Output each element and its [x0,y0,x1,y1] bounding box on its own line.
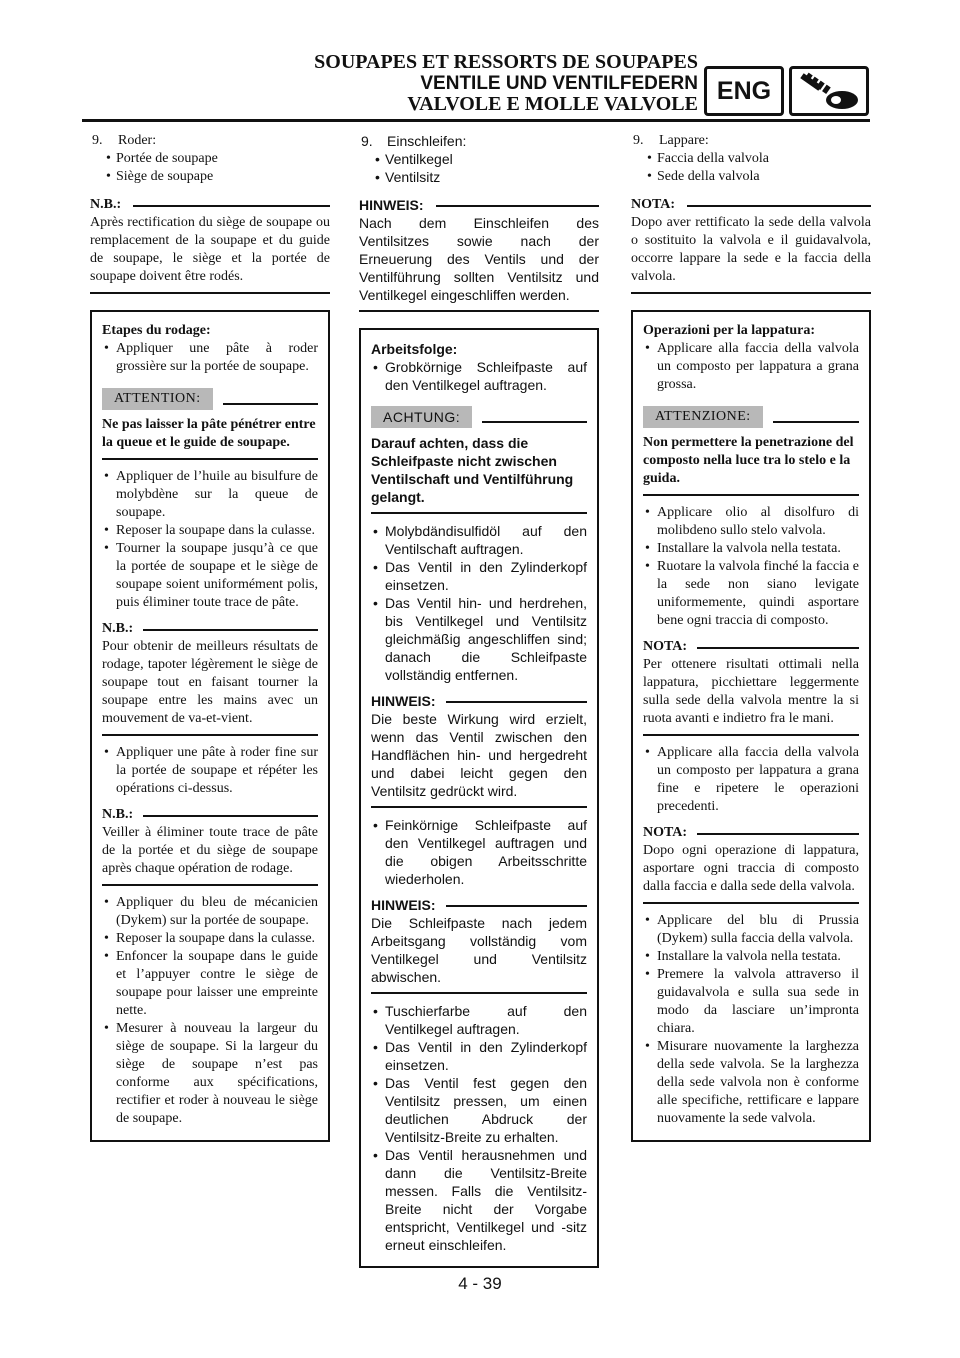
list-item: • Ventilkegel [359,150,599,168]
step-title: Einschleifen: [387,133,467,149]
note-label: NOTA: [643,638,859,656]
note-label: HINWEIS: [371,896,587,914]
list-item: • Grobkörnige Schleifpaste auf den Ventilkegel auftragen. [371,358,587,394]
note-text: Dopo ogni operazione di lappatura, asportare ogni traccia di composto dalla faccia e dalla sede della valvola. [643,843,859,894]
list-item: • Applicare del blu di Prussia (Dykem) sulla faccia della valvola. [643,912,859,948]
divider [643,494,859,496]
list-item: • Appliquer une pâte à roder grossière sur la portée de soupape. [102,340,318,376]
note-text: Après rectification du siège de soupape ou remplacement de la soupape et du guide de soupape, le siège et la portée de soupape doivent être rodés. [90,215,330,284]
divider [643,734,859,736]
warning-text: Non permettere la penetrazione del composto nella luce tra lo stelo e la guida. [643,435,854,486]
note-text: Die beste Wirkung wird erzielt, wenn das Ventil zwischen den Handflächen hin- und hergedreht und dabei leicht gegen den Ventilsitz gedrückt wird. [371,711,587,799]
list-item: • Reposer la soupape dans la culasse. [102,522,318,540]
note-label: HINWEIS: [371,692,587,710]
list-item: • Appliquer de l’huile au bisulfure de molybdène sur la queue de soupape. [102,468,318,522]
warning-label: ATTENZIONE: [643,406,859,428]
title-it: VALVOLE E MOLLE VALVOLE [407,93,698,115]
warning-text: Darauf achten, dass die Schleifpaste nicht zwischen Ventilschaft und Ventilführung gelangt. [371,435,574,505]
note-text: Die Schleifpaste nach jedem Arbeitsgang vollständig vom Ventilkegel und Ventilsitz abwischen. [371,915,587,985]
list-item: • Feinkörnige Schleifpaste auf den Ventilkegel auftragen und die obigen Arbeitsschritte wiederholen. [371,816,587,888]
note-text: Per ottenere risultati ottimali nella lappatura, picchiettare leggermente sulla sede della valvola mentre la si ruota avanti e indietro fra le mani. [643,657,859,726]
warning-label: ATTENTION: [102,388,318,410]
list-item: • Enfoncer la soupape dans le guide et l’appuyer contre le siège de soupape pour laisser une empreinte nette. [102,948,318,1020]
note-label: HINWEIS: [359,196,599,214]
column-french [90,132,330,1142]
step-number: 9. [361,133,373,149]
list-item: • Das Ventil in den Zylinderkopf einsetzen. [371,1038,587,1074]
warning-label: ACHTUNG: [371,406,587,428]
list-item: • Mesurer à nouveau la largeur du siège de soupape. Si la largeur du siège de soupape n’est pas conforme aux spécifications, rectifier et roder à nouveau le siège de soupape. [102,1020,318,1128]
list-item: • Reposer la soupape dans la culasse. [102,930,318,948]
list-item: • Applicare alla faccia della valvola un composto per lappatura a grana grossa. [643,340,859,394]
step-title: Roder: [118,133,157,148]
divider [371,992,587,994]
note-label: N.B.: [90,196,330,214]
list-item: • Sede della valvola [631,168,871,186]
list-item: • Tourner la soupape jusqu’à ce que la portée de soupape et le siège de soupape soient uniformément polis, puis éliminer toute trace de pâte. [102,540,318,612]
step-9 [631,132,871,150]
list-item: • Applicare olio al disolfuro di molibdeno sullo stelo valvola. [643,504,859,540]
divider [631,292,871,294]
list-item: • Ruotare la valvola finché la faccia e la sede non siano levigate uniformemente, quindi asportare bene ogni traccia di composto. [643,558,859,630]
list-item: • Ventilsitz [359,168,599,186]
list-item: • Das Ventil hin- und herdrehen, bis Ventilkegel und Ventilsitz gleichmäßig angeschliffen sind; danach die Schleifpaste vollständig entfernen. [371,594,587,684]
eng-badge: ENG [704,66,784,116]
step-9 [359,132,599,150]
procedure-title: Arbeitsfolge: [371,341,458,357]
list-item: • Installare la valvola nella testata. [643,540,859,558]
note-label: NOTA: [643,824,859,842]
divider [102,734,318,736]
divider [90,292,330,294]
divider [102,458,318,460]
list-item: • Das Ventil fest gegen den Ventilsitz pressen, um einen deutlichen Abdruck der Ventilsitz-Breite zu erhalten. [371,1074,587,1146]
step-number: 9. [633,133,644,148]
step-number: 9. [92,133,103,148]
title-fr: SOUPAPES ET RESSORTS DE SOUPAPES [314,51,698,73]
column-german [359,132,599,1268]
divider [643,902,859,904]
note-label: N.B.: [102,806,318,824]
procedure-box [90,310,330,1142]
list-item: • Installare la valvola nella testata. [643,948,859,966]
note-label: NOTA: [631,196,871,214]
note-label: N.B.: [102,620,318,638]
note-text: Veiller à éliminer toute trace de pâte de la portée et du siège de soupape après chaque opération de rodage. [102,825,318,876]
procedure-title: Etapes du rodage: [102,323,211,338]
note-text: Dopo aver rettificato la sede della valvola o sostituito la valvola e il guidavalvola, occorre lappare la sede e la faccia della valvola. [631,215,871,284]
column-italian [631,132,871,1142]
divider [359,310,599,312]
list-item: • Das Ventil herausnehmen und dann die Ventilsitz-Breite messen. Falls die Ventilsitz-Breite nicht der Vorgabe entspricht, Ventilkegel und -sitz erneut einschleifen. [371,1146,587,1254]
list-item: • Applicare alla faccia della valvola un composto per lappatura a grana fine e ripetere le operazioni precedenti. [643,744,859,816]
note-text: Nach dem Einschleifen des Ventilsitzes sowie nach der Erneuerung des Ventils und der Ventilführung sollten Ventilsitz und Ventilkegel eingeschliffen werden. [359,215,599,303]
divider [371,806,587,808]
engine-icon [789,66,869,116]
divider [371,512,587,514]
list-item: • Appliquer une pâte à roder fine sur la portée de soupape et répéter les opérations ci-dessus. [102,744,318,798]
procedure-title: Operazioni per la lappatura: [643,323,816,338]
list-item: • Misurare nuovamente la larghezza della sede valvola. Se la larghezza della sede valvola non è conforme alle specifiche, rettificare e lappare nuovamente la sede valvola. [643,1038,859,1128]
list-item: • Premere la valvola attraverso il guidavalvola e sulla sua sede in modo da lasciare un’impronta chiara. [643,966,859,1038]
procedure-box [631,310,871,1142]
list-item: • Portée de soupape [90,150,330,168]
title-de: VENTILE UND VENTILFEDERN [420,73,698,94]
header-rule [82,119,870,122]
procedure-box [359,328,599,1268]
list-item: • Das Ventil in den Zylinderkopf einsetzen. [371,558,587,594]
list-item: • Tuschierfarbe auf den Ventilkegel auftragen. [371,1002,587,1038]
page-number: 4 - 39 [458,1274,502,1293]
section-title [314,52,698,115]
note-text: Pour obtenir de meilleurs résultats de rodage, tapoter légèrement le siège de soupape tout en faisant tourner la soupape entre les mains avec un mouvement de va-et-vient. [102,639,318,726]
list-item: • Appliquer du bleu de mécanicien (Dykem) sur la portée de soupape. [102,894,318,930]
step-title: Lappare: [659,133,709,148]
list-item: • Siège de soupape [90,168,330,186]
list-item: • Molybdändisulfidöl auf den Ventilschaft auftragen. [371,522,587,558]
step-9 [90,132,330,150]
divider [102,884,318,886]
list-item: • Faccia della valvola [631,150,871,168]
warning-text: Ne pas laisser la pâte pénétrer entre la queue et le guide de soupape. [102,417,316,450]
